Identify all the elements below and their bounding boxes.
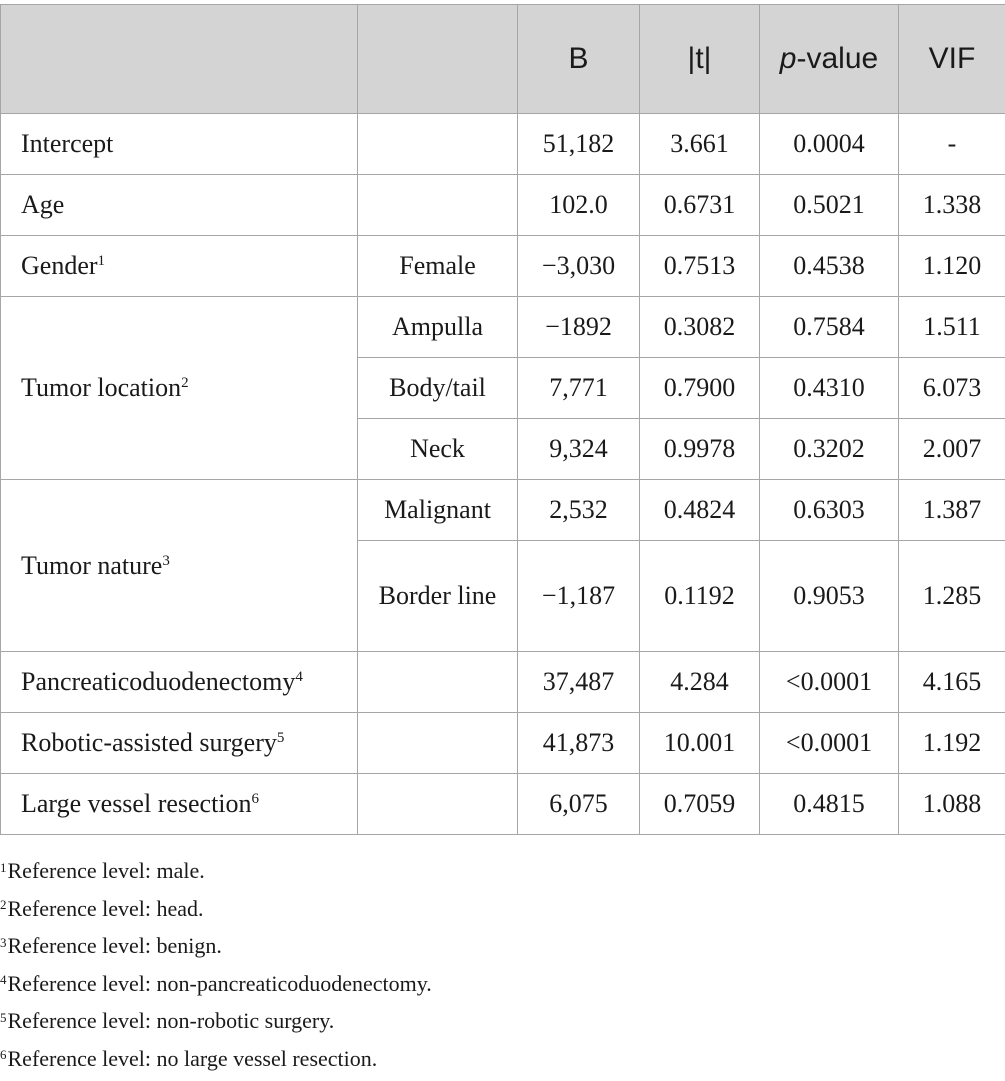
- b-cell: 37,487: [518, 652, 640, 713]
- variable-cell: [1, 236, 358, 297]
- level-cell: Female: [358, 236, 518, 297]
- footnote-marker: 2: [181, 375, 189, 392]
- vif-cell: 1.120: [899, 236, 1005, 297]
- header-t: |t|: [640, 5, 760, 114]
- t-cell: 0.6731: [640, 175, 760, 236]
- variable-name: Tumor location: [21, 373, 182, 402]
- t-cell: 0.9978: [640, 419, 760, 480]
- header-vif: VIF: [899, 5, 1005, 114]
- variable-name: Gender: [21, 251, 98, 280]
- p-cell: 0.5021: [760, 175, 899, 236]
- table-row: [1, 480, 1005, 541]
- variable-cell: [1, 297, 358, 480]
- header-p-value: [760, 5, 899, 114]
- footnote-text: Reference level: non-robotic surgery.: [7, 1008, 335, 1033]
- footnote: [0, 965, 1005, 1003]
- table-row: [1, 297, 1005, 358]
- t-cell: 0.3082: [640, 297, 760, 358]
- footnote-text: Reference level: benign.: [7, 933, 222, 958]
- footnote: [0, 1002, 1005, 1040]
- level-cell: Ampulla: [358, 297, 518, 358]
- p-cell: 0.0004: [760, 114, 899, 175]
- b-cell: 6,075: [518, 774, 640, 835]
- footnote-marker: 5: [276, 730, 285, 747]
- b-cell: 2,532: [518, 480, 640, 541]
- level-cell: Body/tail: [358, 358, 518, 419]
- variable-cell: [1, 652, 358, 713]
- footnote: [0, 852, 1005, 890]
- footnote-marker: 3: [162, 552, 170, 569]
- table-row: [1, 236, 1005, 297]
- variable-name: Robotic-assisted surgery: [21, 728, 277, 757]
- vif-cell: 1.285: [899, 541, 1005, 652]
- level-cell: [358, 774, 518, 835]
- footnote-mark: 3: [0, 934, 7, 950]
- level-cell: [358, 175, 518, 236]
- variable-name: Large vessel resection: [21, 789, 252, 818]
- footnote-mark: 4: [0, 972, 7, 988]
- vif-cell: 1.387: [899, 480, 1005, 541]
- t-cell: 4.284: [640, 652, 760, 713]
- p-cell: 0.4538: [760, 236, 899, 297]
- level-cell: [358, 114, 518, 175]
- t-cell: 3.661: [640, 114, 760, 175]
- header-level: [358, 5, 518, 114]
- footnote: [0, 890, 1005, 928]
- variable-name: Intercept: [21, 129, 114, 158]
- level-cell: Border line: [358, 541, 518, 652]
- level-cell: [358, 652, 518, 713]
- level-cell: [358, 713, 518, 774]
- b-cell: −1,187: [518, 541, 640, 652]
- b-cell: 102.0: [518, 175, 640, 236]
- variable-name: Age: [21, 190, 65, 219]
- level-cell: Neck: [358, 419, 518, 480]
- p-cell: <0.0001: [760, 713, 899, 774]
- vif-cell: 1.192: [899, 713, 1005, 774]
- b-cell: 7,771: [518, 358, 640, 419]
- variable-cell: [1, 114, 358, 175]
- b-cell: −3,030: [518, 236, 640, 297]
- header-variable: [1, 5, 358, 114]
- b-cell: −1892: [518, 297, 640, 358]
- t-cell: 0.7513: [640, 236, 760, 297]
- table-header: [1, 5, 1005, 114]
- table-row: [1, 774, 1005, 835]
- p-cell: 0.4310: [760, 358, 899, 419]
- footnote: [0, 927, 1005, 965]
- variable-name: Pancreaticoduodenectomy: [21, 667, 296, 696]
- table-row: [1, 114, 1005, 175]
- regression-table: [0, 4, 1005, 835]
- p-cell: 0.3202: [760, 419, 899, 480]
- footnote-mark: 5: [0, 1009, 7, 1025]
- t-cell: 0.1192: [640, 541, 760, 652]
- variable-cell: [1, 713, 358, 774]
- p-cell: 0.7584: [760, 297, 899, 358]
- footnote-text: Reference level: non-pancreaticoduodenectomy.: [7, 970, 432, 996]
- footnote-marker: 6: [251, 791, 260, 808]
- p-cell: 0.9053: [760, 541, 899, 652]
- t-cell: 10.001: [640, 713, 760, 774]
- footnote-mark: 6: [0, 1047, 7, 1063]
- footnote-mark: 1: [0, 859, 7, 875]
- level-cell: Malignant: [358, 480, 518, 541]
- t-cell: 0.4824: [640, 480, 760, 541]
- footnote-text: Reference level: head.: [7, 895, 204, 921]
- b-cell: 9,324: [518, 419, 640, 480]
- variable-name: Tumor nature: [21, 550, 163, 580]
- footnote-mark: 2: [0, 897, 7, 913]
- table-row: [1, 713, 1005, 774]
- vif-cell: -: [899, 114, 1005, 175]
- footnotes: [0, 852, 1005, 1077]
- t-cell: 0.7059: [640, 774, 760, 835]
- vif-cell: 1.511: [899, 297, 1005, 358]
- p-cell: <0.0001: [760, 652, 899, 713]
- p-cell: 0.4815: [760, 774, 899, 835]
- header-p-rest: -value: [796, 42, 879, 75]
- variable-cell: [1, 175, 358, 236]
- footnote: [0, 1040, 1005, 1078]
- header-row: [1, 5, 1005, 114]
- table-body: [1, 114, 1005, 835]
- footnote-marker: 1: [97, 253, 106, 270]
- p-cell: 0.6303: [760, 480, 899, 541]
- vif-cell: 4.165: [899, 652, 1005, 713]
- vif-cell: 1.088: [899, 774, 1005, 835]
- vif-cell: 2.007: [899, 419, 1005, 480]
- footnote-text: Reference level: no large vessel resection.: [7, 1045, 378, 1071]
- vif-cell: 6.073: [899, 358, 1005, 419]
- variable-cell: [1, 480, 358, 652]
- b-cell: 41,873: [518, 713, 640, 774]
- table-row: [1, 175, 1005, 236]
- header-b: B: [518, 5, 640, 114]
- table-row: [1, 652, 1005, 713]
- variable-cell: [1, 774, 358, 835]
- header-p-italic: p: [779, 42, 797, 75]
- footnote-text: Reference level: male.: [7, 858, 205, 883]
- footnote-marker: 4: [295, 669, 303, 686]
- t-cell: 0.7900: [640, 358, 760, 419]
- b-cell: 51,182: [518, 114, 640, 175]
- vif-cell: 1.338: [899, 175, 1005, 236]
